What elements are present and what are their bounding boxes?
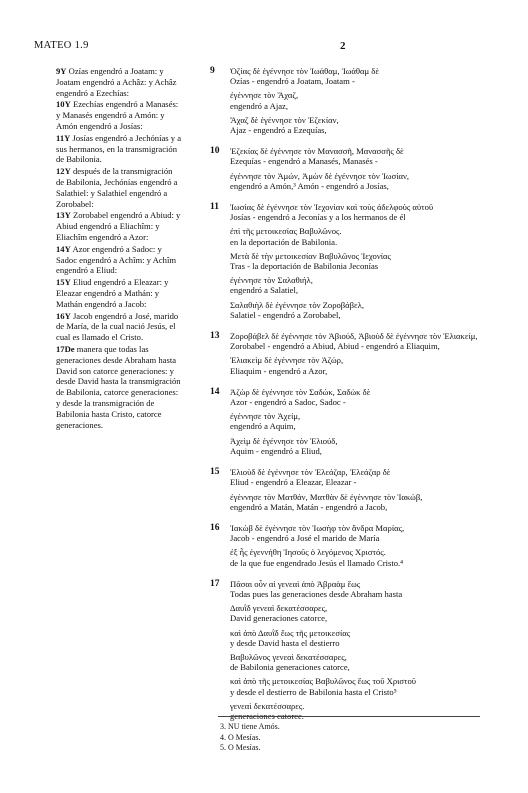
greek-text: ἐγέννησε τὸν Σαλαθιήλ, xyxy=(230,275,313,286)
interlinear-verse xyxy=(210,387,510,456)
spanish-gloss: Tras - la deportación de Babilonia Jeconías xyxy=(230,261,379,272)
spanish-gloss: y desde el destierro de Babilonia hasta el Cristo⁵ xyxy=(230,686,397,697)
verse-text: manera que todas las generaciones desde Abraham hasta David son catorce generaciones: y desde David hasta la transmigración de Babilonia, catorce generaciones: y desde la transmigración de Babilonia hasta Cristo, catorce generaciones. xyxy=(56,343,181,430)
verse-text: después de la transmigración de Babilonia, Jechónías engendró a Salathiel: y Salathiel engendró a Zorobabel: xyxy=(56,166,178,209)
interlinear-verse xyxy=(210,331,510,376)
interlinear-line xyxy=(230,628,510,648)
reina-valera-column xyxy=(56,66,182,431)
greek-text: Ἐλιακεὶμ δὲ ἐγέννησε τὸν Ἀζώρ, xyxy=(230,355,344,366)
interlinear-line xyxy=(230,66,510,86)
interlinear-line xyxy=(230,171,510,191)
verse-number: 16 xyxy=(210,522,220,533)
verse-paragraph xyxy=(56,210,182,242)
interlinear-column xyxy=(210,66,510,732)
spanish-gloss: engendró a Ajaz, xyxy=(230,100,288,111)
footnote: 5. O Mesías. xyxy=(220,743,261,752)
greek-text: ἐπὶ τῆς μετοικεσίας Βαβυλῶνος. xyxy=(230,226,342,237)
verse-text: Ozías engendró a Joatam: y Joatam engendró a Achâz: y Achâz engendró a Ezechías: xyxy=(56,66,177,98)
verse-lead: 9Y xyxy=(56,66,67,76)
verse-number: 11 xyxy=(210,202,219,213)
verse-paragraph xyxy=(56,277,182,309)
spanish-gloss: Ezequías - engendró a Manasés, Manasés - xyxy=(230,156,378,167)
verse-lead: 16Y xyxy=(56,310,71,321)
footnote: 3. NU tiene Amós. xyxy=(220,722,280,731)
spanish-gloss: Ajaz - engendró a Ezequías, xyxy=(230,125,327,136)
greek-text: γενεαὶ δεκατέσσαρες. xyxy=(230,700,305,711)
spanish-gloss: Ozías - engendró a Joatam, Joatam - xyxy=(230,76,355,87)
verse-number: 15 xyxy=(210,467,220,478)
interlinear-line xyxy=(230,652,510,672)
verse-lead: 14Y xyxy=(56,243,71,254)
footnotes xyxy=(220,722,280,754)
greek-text: Ἄχαζ δὲ ἐγέννησε τὸν Ἐζεκίαν, xyxy=(230,114,339,125)
verse-text: Josías engendró a Jechónías y a sus hermanos, en la transmigración de Babilonia. xyxy=(56,132,182,165)
interlinear-line xyxy=(230,90,510,110)
footnote-rule xyxy=(218,716,480,717)
spanish-gloss: Eliaquim - engendró a Azor, xyxy=(230,365,328,376)
interlinear-line xyxy=(230,701,510,721)
interlinear-line xyxy=(230,603,510,623)
spanish-gloss: de Babilonia generaciones catorce, xyxy=(230,662,350,673)
verse-paragraph xyxy=(56,133,182,165)
interlinear-verse xyxy=(210,579,510,721)
greek-text: Ζοροβάβελ δὲ ἐγέννησε τὸν Ἀβιούδ, Ἀβιοὺδ δὲ ἐγέννησε τὸν Ἐλιακείμ, xyxy=(230,331,478,342)
verse-paragraph xyxy=(56,166,182,209)
interlinear-line xyxy=(230,676,510,696)
spanish-gloss: Josías - engendró a Jeconías y a los hermanos de él xyxy=(230,212,406,223)
spanish-gloss: engendró a Aquim, xyxy=(230,421,296,432)
greek-text: καὶ ἀπὸ τῆς μετοικεσίας Βαβυλῶνος ἕως τοῦ Χριστοῦ xyxy=(230,676,417,687)
interlinear-line xyxy=(230,547,510,567)
verse-number: 13 xyxy=(210,331,220,342)
verse-text: Zorobabel engendró a Abiud: y Abiud engendró a Eliachîm: y Eliachîm engendró a Azor: xyxy=(56,210,181,242)
verse-text: Azor engendró a Sadoc: y Sadoc engendró a Achîm: y Achîm engendró a Eliud: xyxy=(56,243,177,276)
interlinear-verse xyxy=(210,523,510,568)
greek-text: Μετὰ δὲ τὴν μετοικεσίαν Βαβυλῶνος Ἰεχονίας xyxy=(230,250,391,261)
verse-lead: 13Y xyxy=(56,210,71,221)
interlinear-line xyxy=(230,226,510,246)
verse-paragraph xyxy=(56,99,182,131)
interlinear-line xyxy=(230,467,510,487)
interlinear-line xyxy=(230,275,510,295)
interlinear-verse xyxy=(210,467,510,512)
spanish-gloss: Jacob - engendró a José el marido de María xyxy=(230,533,380,544)
verse-paragraph xyxy=(56,344,182,430)
spanish-gloss: Salatiel - engendró a Zorobabel, xyxy=(230,309,341,320)
greek-text: ἐγέννησε τὸν Ματθάν, Ματθὰν δὲ ἐγέννησε τὸν Ἰακώβ, xyxy=(230,491,423,502)
greek-text: ἐγέννησε τὸν Ἀχείμ, xyxy=(230,411,301,422)
footnote: 4. O Mesías. xyxy=(220,732,261,742)
greek-text: Ἀχεὶμ δὲ ἐγέννησε τὸν Ἐλιούδ, xyxy=(230,435,338,446)
interlinear-line xyxy=(230,300,510,320)
interlinear-line xyxy=(230,331,510,351)
spanish-gloss: Eliud - engendró a Eleazar, Eleazar - xyxy=(230,477,357,488)
page-number: 2 xyxy=(340,40,346,52)
verse-lead: 10Y xyxy=(56,99,71,110)
verse-text: Ezechías engendró a Manasés: y Manasés engendró a Amón: y Amón engendró a Josías: xyxy=(56,99,179,131)
verse-number: 17 xyxy=(210,578,220,589)
interlinear-line xyxy=(230,579,510,599)
interlinear-line xyxy=(230,115,510,135)
spanish-gloss: Todas pues las generaciones desde Abraham hasta xyxy=(230,588,403,599)
spanish-gloss: en la deportación de Babilonia. xyxy=(230,236,338,247)
interlinear-line xyxy=(230,355,510,375)
interlinear-verse xyxy=(210,66,510,135)
verse-lead: 17De xyxy=(56,343,75,354)
spanish-gloss: engendró a Salatiel, xyxy=(230,285,299,296)
interlinear-line xyxy=(230,146,510,166)
interlinear-line xyxy=(230,523,510,543)
greek-text: Ἐλιοὺδ δὲ ἐγέννησε τὸν Ἐλεάζαρ, Ἐλεάζαρ δὲ xyxy=(230,467,391,478)
greek-text: ἐγέννησε τὸν Ἄχαζ, xyxy=(230,90,299,101)
verse-number: 14 xyxy=(210,386,220,397)
greek-text: ἐγέννησε τὸν Ἀμών, Ἀμὼν δὲ ἐγέννησε τὸν Ἰωσίαν, xyxy=(230,170,410,181)
verse-lead: 15Y xyxy=(56,277,71,288)
interlinear-line xyxy=(230,387,510,407)
interlinear-line xyxy=(230,202,510,222)
interlinear-line xyxy=(230,492,510,512)
verse-lead: 12Y xyxy=(56,166,71,177)
spanish-gloss: Azor - engendró a Sadoc, Sadoc - xyxy=(230,397,346,408)
verse-paragraph xyxy=(56,311,182,343)
verse-paragraph xyxy=(56,66,182,98)
greek-text: Βαβυλῶνος γενεαὶ δεκατέσσαρες, xyxy=(230,651,347,662)
running-header: MATEO 1.9 xyxy=(34,40,89,51)
spanish-gloss: Aquim - engendró a Eliud, xyxy=(230,445,322,456)
greek-text: Ἰακὼβ δὲ ἐγέννησε τὸν Ἰωσὴφ τὸν ἄνδρα Μαρίας, xyxy=(230,522,405,533)
verse-number: 10 xyxy=(210,146,220,157)
greek-text: Ὀζίας δὲ ἐγέννησε τὸν Ἰωάθαμ, Ἰωάθαμ δὲ xyxy=(230,66,379,76)
interlinear-line xyxy=(230,436,510,456)
interlinear-line xyxy=(230,411,510,431)
interlinear-verse xyxy=(210,202,510,320)
verse-lead: 11Y xyxy=(56,132,71,143)
verse-text: Eliud engendró a Eleazar: y Eleazar engendró a Mathán: y Mathán engendró a Jacob: xyxy=(56,277,169,309)
interlinear-verse xyxy=(210,146,510,191)
greek-text: καὶ ἀπὸ Δαυῒδ ἕως τῆς μετοικεσίας xyxy=(230,627,351,638)
greek-text: Ἀζὼρ δὲ ἐγέννησε τὸν Σαδώκ, Σαδὼκ δὲ xyxy=(230,386,371,397)
verse-text: Jacob engendró a José, marido de María, de la cual nació Jesús, el cual es llamado el Cristo. xyxy=(56,310,179,343)
greek-text: Πᾶσαι οὖν αἱ γενεαὶ ἀπὸ Ἀβραὰμ ἕως xyxy=(230,578,361,589)
spanish-gloss: y desde David hasta el destierro xyxy=(230,637,340,648)
greek-text: Ἰωσίας δὲ ἐγέννησε τὸν Ἰεχονίαν καὶ τοὺς ἀδελφοὺς αὐτοῦ xyxy=(230,202,434,213)
spanish-gloss: engendró a Amón,³ Amón - engendró a Josías, xyxy=(230,180,389,191)
spanish-gloss: David generaciones catorce, xyxy=(230,613,328,624)
verse-paragraph xyxy=(56,244,182,276)
spanish-gloss: engendró a Matán, Matán - engendró a Jacob, xyxy=(230,501,388,512)
greek-text: Σαλαθιὴλ δὲ ἐγέννησε τὸν Ζοροβάβελ, xyxy=(230,299,364,310)
verse-number: 9 xyxy=(210,66,215,76)
spanish-gloss: de la que fue engendrado Jesús el llamado Cristo.⁴ xyxy=(230,557,404,568)
greek-text: ἐξ ἧς ἐγεννήθη Ἰησοῦς ὁ λεγόμενος Χριστός. xyxy=(230,547,386,558)
interlinear-line xyxy=(230,251,510,271)
greek-text: Δαυῒδ γενεαὶ δεκατέσσαρες, xyxy=(230,603,328,614)
greek-text: Ἐζεκίας δὲ ἐγέννησε τὸν Μανασσῆ, Μανασσῆς δὲ xyxy=(230,146,404,157)
spanish-gloss: generaciones catorce. xyxy=(230,710,304,721)
spanish-gloss: Zorobabel - engendró a Abiud, Abiud - engendró a Eliaquim, xyxy=(230,341,440,352)
